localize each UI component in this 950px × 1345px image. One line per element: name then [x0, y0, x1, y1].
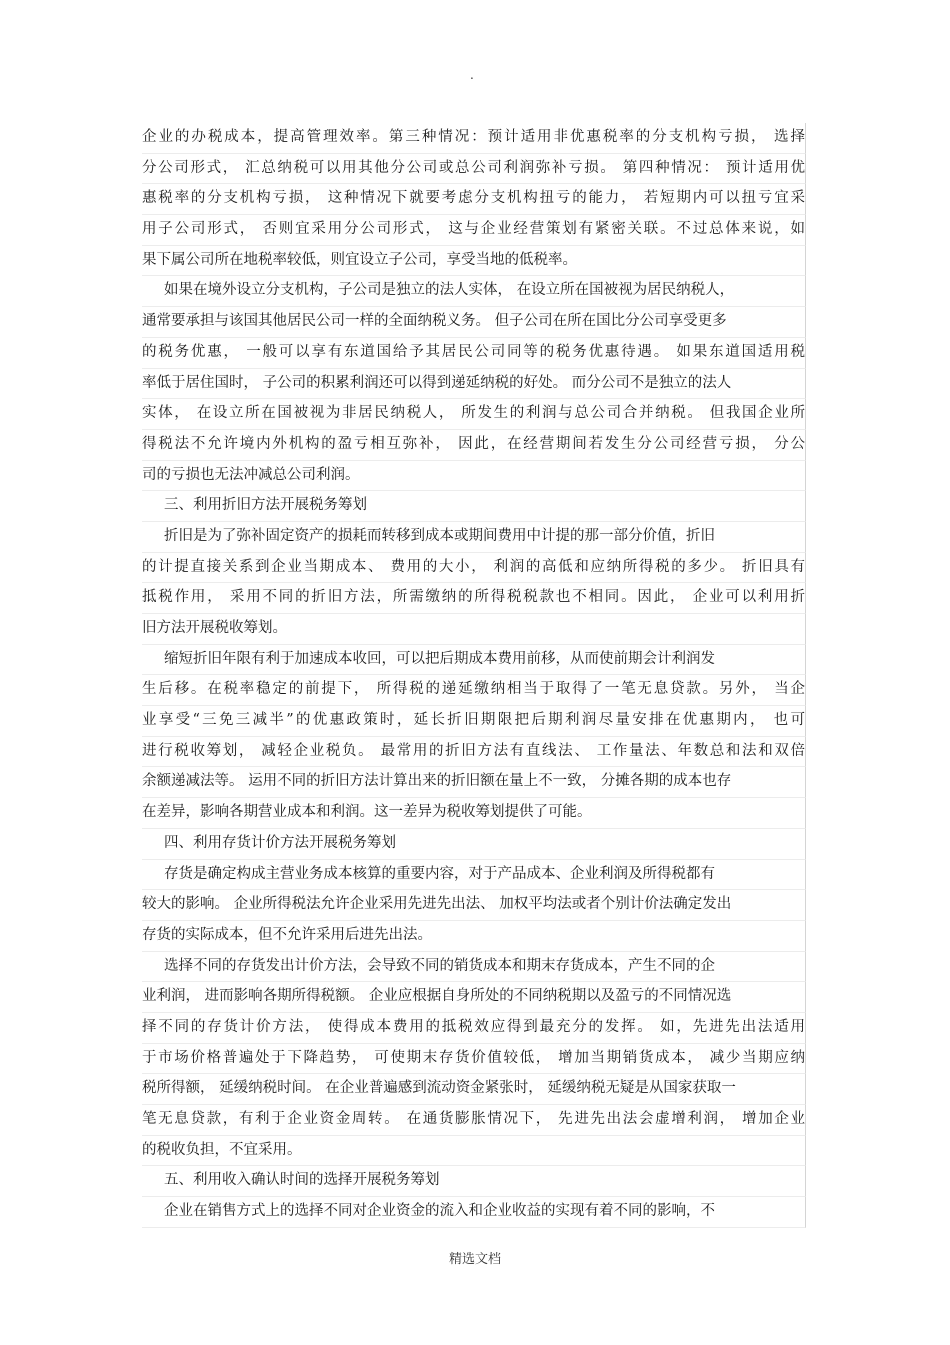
text-line: 企业的办税成本，提高管理效率。第三种情况：预计适用非优惠税率的分支机构亏损， 选择	[142, 123, 806, 154]
text-line: 果下属公司所在地税率较低，则宜设立子公司，享受当地的低税率。	[142, 246, 806, 277]
text-line: 生后移。在税率稳定的前提下， 所得税的递延缴纳相当于取得了一笔无息贷款。另外， 当企	[142, 675, 806, 706]
text-line: 通常要承担与该国其他居民公司一样的全面纳税义务。 但子公司在所在国比分公司享受更多	[142, 307, 806, 338]
text-line: 的税收负担，不宜采用。	[142, 1136, 806, 1167]
text-line: 如果在境外设立分支机构，子公司是独立的法人实体， 在设立所在国被视为居民纳税人，	[142, 276, 806, 307]
text-line: 用子公司形式， 否则宜采用分公司形式， 这与企业经营策划有紧密关联。不过总体来说，如	[142, 215, 806, 246]
text-line: 余额递减法等。 运用不同的折旧方法计算出来的折旧额在量上不一致， 分摊各期的成本也存	[142, 767, 806, 798]
text-line: 实体， 在设立所在国被视为非居民纳税人， 所发生的利润与总公司合并纳税。 但我国企业所	[142, 399, 806, 430]
text-line: 笔无息贷款，有利于企业资金周转。 在通货膨胀情况下， 先进先出法会虚增利润， 增加企业	[142, 1105, 806, 1136]
text-line: 惠税率的分支机构亏损， 这种情况下就要考虑分支机构扭亏的能力， 若短期内可以扭亏宜采	[142, 184, 806, 215]
text-line: 三、利用折旧方法开展税务筹划	[142, 491, 806, 522]
text-line: 业利润， 进而影响各期所得税额。 企业应根据自身所处的不同纳税期以及盈亏的不同情况选	[142, 982, 806, 1013]
text-line: 较大的影响。 企业所得税法允许企业采用先进先出法、 加权平均法或者个别计价法确定发出	[142, 890, 806, 921]
text-line: 缩短折旧年限有利于加速成本收回，可以把后期成本费用前移，从而使前期会计利润发	[142, 645, 806, 676]
text-line: 司的亏损也无法冲减总公司利润。	[142, 461, 806, 492]
text-line: 业享受“三免三减半”的优惠政策时，延长折旧期限把后期利润尽量安排在优惠期内， 也可	[142, 706, 806, 737]
text-line: 企业在销售方式上的选择不同对企业资金的流入和企业收益的实现有着不同的影响，不	[142, 1197, 806, 1228]
text-line: 的税务优惠， 一般可以享有东道国给予其居民公司同等的税务优惠待遇。 如果东道国适用税	[142, 338, 806, 369]
header-dot: .	[470, 68, 474, 82]
text-line: 在差异，影响各期营业成本和利润。这一差异为税收筹划提供了可能。	[142, 798, 806, 829]
page-footer: 精选文档	[448, 1252, 501, 1267]
text-line: 税所得额， 延缓纳税时间。 在企业普遍感到流动资金紧张时， 延缓纳税无疑是从国家获取一	[142, 1074, 806, 1105]
text-line: 选择不同的存货发出计价方法，会导致不同的销货成本和期末存货成本，产生不同的企	[142, 952, 806, 983]
text-line: 得税法不允许境内外机构的盈亏相互弥补， 因此，在经营期间若发生分公司经营亏损， 分公	[142, 430, 806, 461]
text-line: 存货的实际成本，但不允许采用后进先出法。	[142, 921, 806, 952]
text-line: 五、利用收入确认时间的选择开展税务筹划	[142, 1166, 806, 1197]
text-line: 旧方法开展税收筹划。	[142, 614, 806, 645]
text-line: 进行税收筹划， 减轻企业税负。 最常用的折旧方法有直线法、 工作量法、年数总和法和双倍	[142, 737, 806, 768]
text-line: 折旧是为了弥补固定资产的损耗而转移到成本或期间费用中计提的那一部分价值，折旧	[142, 522, 806, 553]
text-line: 分公司形式， 汇总纳税可以用其他分公司或总公司利润弥补亏损。 第四种情况： 预计适用优	[142, 154, 806, 185]
text-line: 择不同的存货计价方法， 使得成本费用的抵税效应得到最充分的发挥。 如，先进先出法适用	[142, 1013, 806, 1044]
document-body	[142, 123, 806, 1228]
text-line: 存货是确定构成主营业务成本核算的重要内容，对于产品成本、企业利润及所得税都有	[142, 860, 806, 891]
text-line: 抵税作用， 采用不同的折旧方法，所需缴纳的所得税税款也不相同。因此， 企业可以利用折	[142, 583, 806, 614]
text-line: 四、利用存货计价方法开展税务筹划	[142, 829, 806, 860]
text-line: 于市场价格普遍处于下降趋势， 可使期末存货价值较低， 增加当期销货成本， 减少当期应纳	[142, 1044, 806, 1075]
text-line: 率低于居住国时， 子公司的积累利润还可以得到递延纳税的好处。 而分公司不是独立的法人	[142, 369, 806, 400]
text-line: 的计提直接关系到企业当期成本、 费用的大小， 利润的高低和应纳所得税的多少。 折旧具有	[142, 553, 806, 584]
